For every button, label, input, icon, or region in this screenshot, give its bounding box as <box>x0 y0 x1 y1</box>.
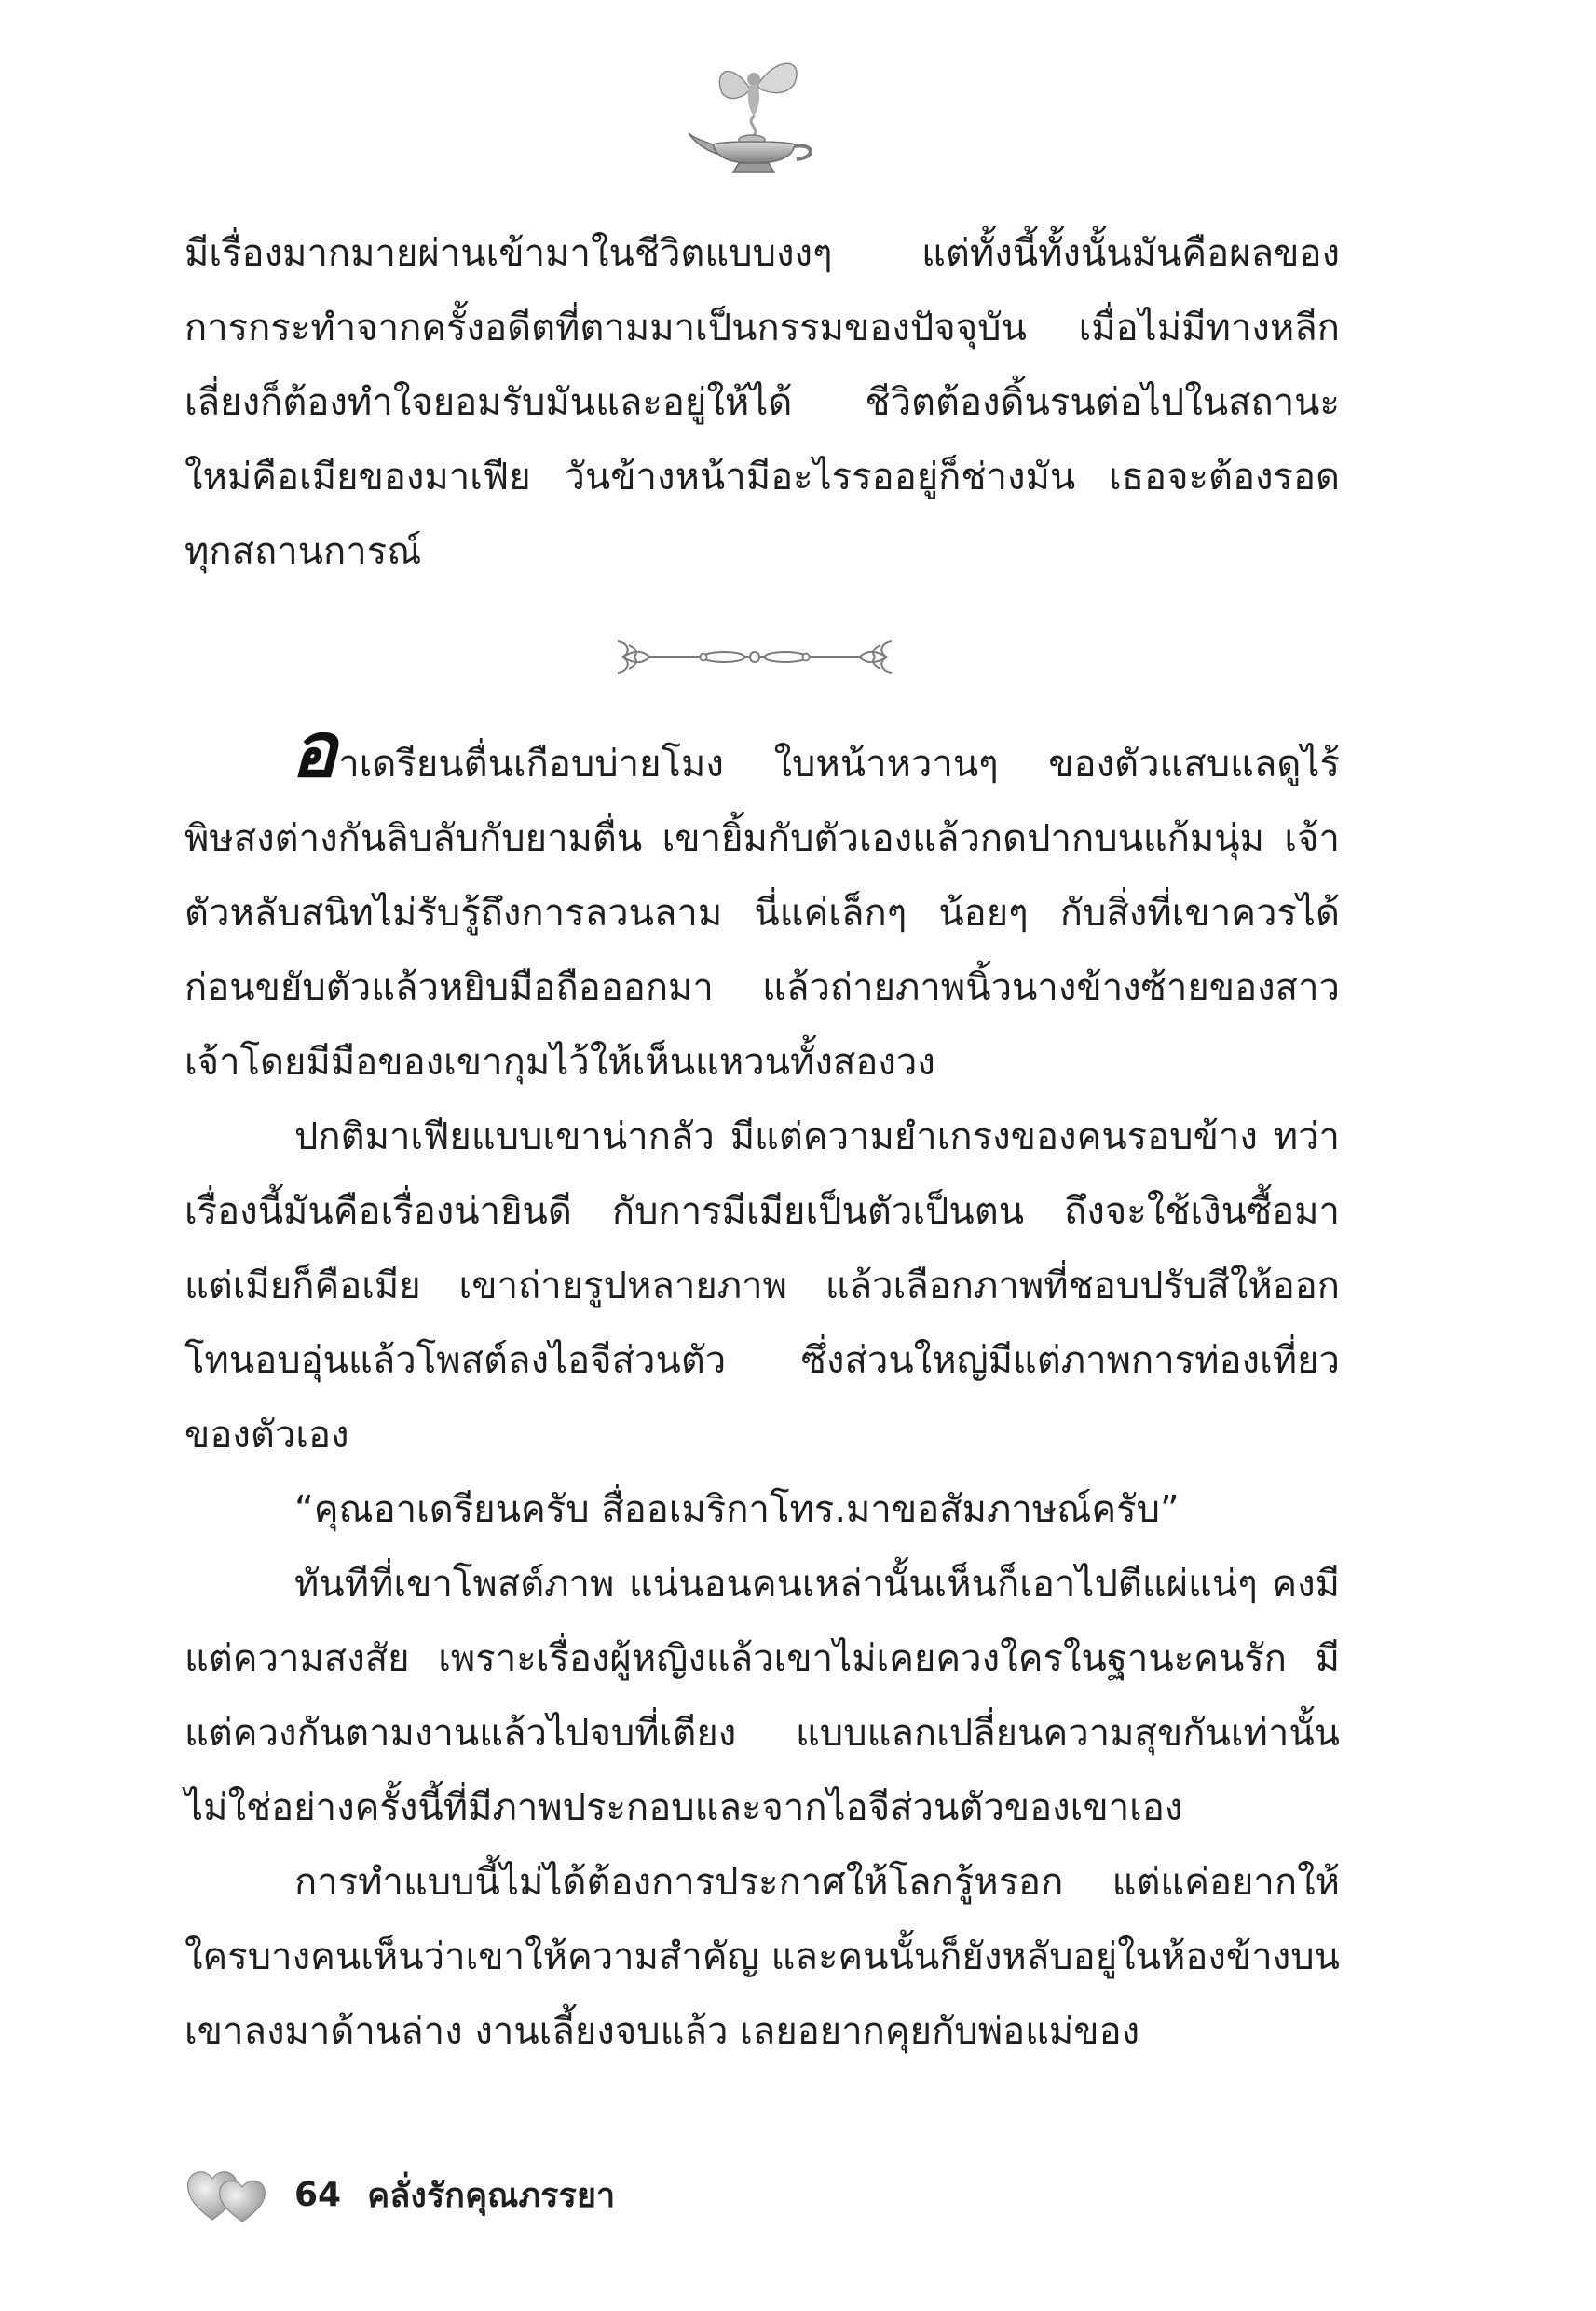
page-number: 64 <box>294 2175 342 2214</box>
main-section <box>184 706 1340 2069</box>
ornamental-divider-icon <box>610 624 899 690</box>
first-paragraph <box>184 706 1340 1100</box>
paragraph: ปกติมาเฟียแบบเขาน่ากลัว มีแต่ความยำเกรงของคนรอบข้าง ทว่าเรื่องนี้มันคือเรื่องน่ายินดี กับการมีเมียเป็นตัวเป็นตน ถึงจะใช้เงินซื้อมา แต่เมียก็คือเมีย เขาถ่ายรูปหลายภาพ แล้วเลือกภาพที่ชอบปรับสีให้ออกโทนอบอุ่นแล้วโพสต์ลงไอจีส่วนตัว ซึ่งส่วนใหญ่มีแต่ภาพการท่องเที่ยวของตัวเอง <box>184 1115 1340 1456</box>
genie-lamp-fairy-icon <box>685 51 825 177</box>
dialogue-line: “คุณอาเดรียนครับ สื่ออเมริกาโทร.มาขอสัมภาษณ์ครับ” <box>294 1488 1180 1531</box>
drop-cap-letter: อ <box>291 706 337 795</box>
top-section <box>184 216 1340 589</box>
paragraph: ทันทีที่เขาโพสต์ภาพ แน่นอนคนเหล่านั้นเห็นก็เอาไปตีแผ่แน่ๆ คงมีแต่ความสงสัย เพราะเรื่องผู้หญิงแล้วเขาไม่เคยควงใครในฐานะคนรัก มีแต่ควงกันตามงานแล้วไปจบที่เตียง แบบแลกเปลี่ยนความสุขกันเท่านั้น ไม่ใช่อย่างครั้งนี้ที่มีภาพประกอบและจากไอจีส่วนตัวของเขาเอง <box>184 1563 1340 1829</box>
paragraph: การทำแบบนี้ไม่ได้ต้องการประกาศให้โลกรู้หรอก แต่แค่อยากให้ใครบางคนเห็นว่าเขาให้ความสำคัญ และคนนั้นก็ยังหลับอยู่ในห้องข้างบน เขาลงมาด้านล่าง งานเลี้ยงจบแล้ว เลยอยากคุยกับพ่อแม่ของ <box>184 1861 1340 2053</box>
book-title: คลั่งรักคุณภรรยา <box>367 2176 616 2215</box>
twin-hearts-icon <box>184 2164 270 2225</box>
first-paragraph-text: าเดรียนตื่นเกือบบ่ายโมง ใบหน้าหวานๆ ของตัวแสบแลดูไร้พิษสงต่างกันลิบลับกับยามตื่น เขายิ้มกับตัวเองแล้วกดปากบนแก้มนุ่ม เจ้าตัวหลับสนิทไม่รับรู้ถึงการลวนลาม นี่แค่เล็กๆ น้อยๆ กับสิ่งที่เขาควรได้ ก่อนขยับตัวแล้วหยิบมือถือออกมา แล้วถ่ายภาพนิ้วนางข้างซ้ายของสาวเจ้าโดยมีมือของเขากุมไว้ให้เห็นแหวนทั้งสองวง <box>184 743 1340 1084</box>
page-footer <box>184 2162 615 2227</box>
paragraph: มีเรื่องมากมายผ่านเข้ามาในชีวิตแบบงงๆ แต่ทั้งนี้ทั้งนั้นมันคือผลของการกระทำจากครั้งอดีตที่ตามมาเป็นกรรมของปัจจุบัน เมื่อไม่มีทางหลีกเลี่ยงก็ต้องทำใจยอมรับมันและอยู่ให้ได้ ชีวิตต้องดิ้นรนต่อไปในสถานะใหม่คือเมียของมาเฟีย วันข้างหน้ามีอะไรรออยู่ก็ช่างมัน เธอจะต้องรอดทุกสถานการณ์ <box>184 232 1340 573</box>
